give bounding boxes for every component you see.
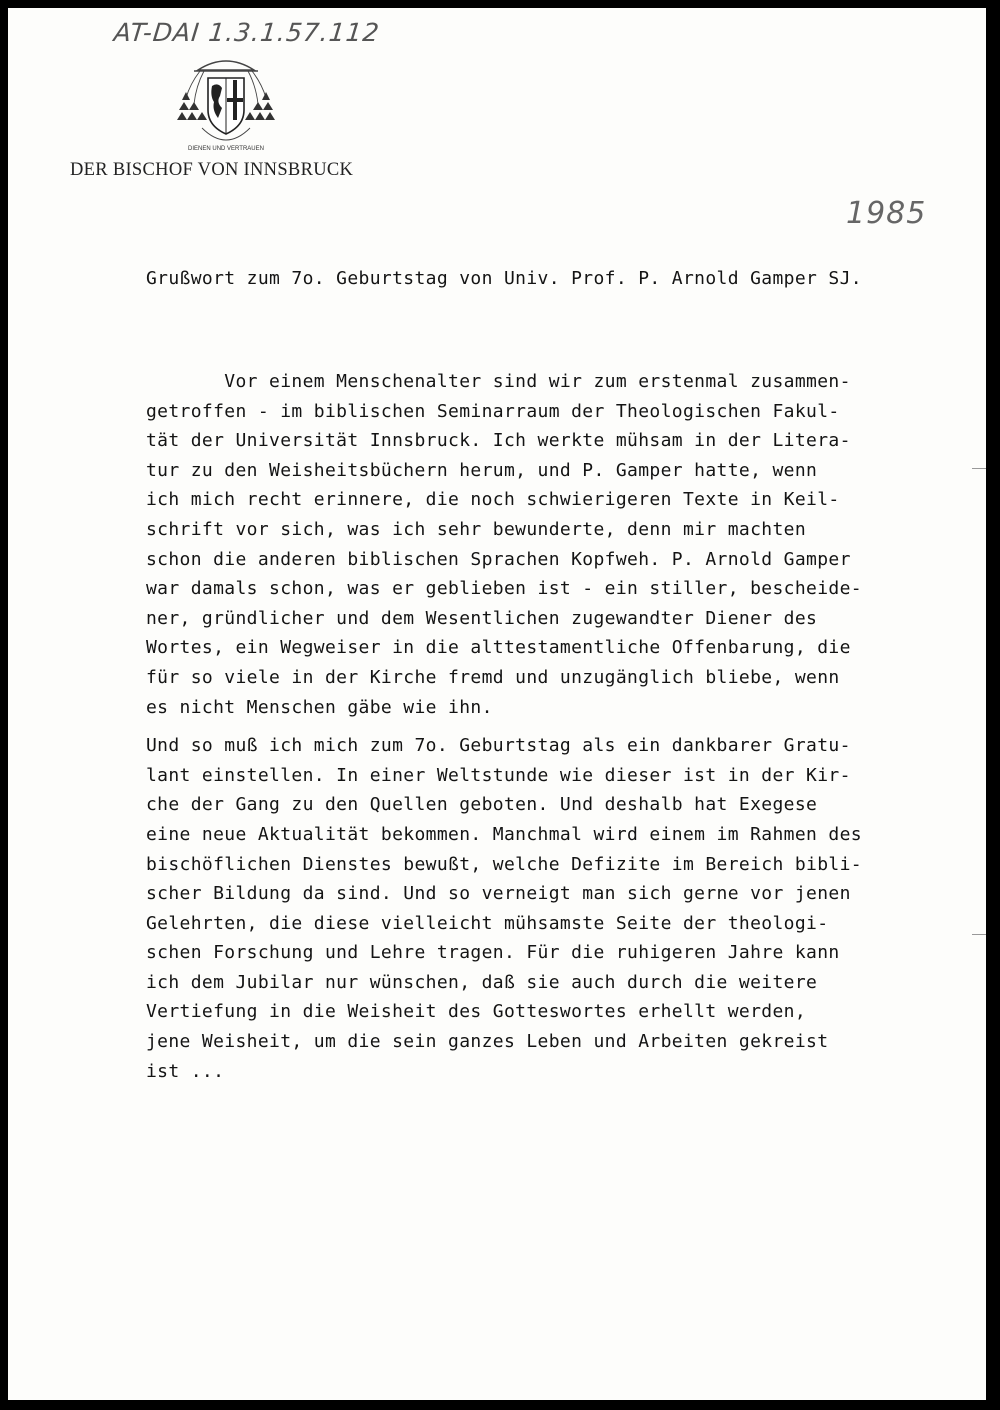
- text-line: Und so muß ich mich zum 7o. Geburtstag als ein dankbarer Gratu-: [146, 735, 851, 757]
- archive-reference-handwritten: AT-DAI 1.3.1.57.112: [112, 18, 382, 47]
- text-line: war damals schon, was er geblieben ist - ein stiller, bescheide-: [146, 578, 862, 600]
- text-line: eine neue Aktualität bekommen. Manchmal wird einem im Rahmen des: [146, 823, 862, 845]
- text-line: es nicht Menschen gäbe wie ihn.: [146, 696, 493, 718]
- text-line: Vertiefung in die Weisheit des Gotteswortes erhellt werden,: [146, 1001, 807, 1023]
- text-line: für so viele in der Kirche fremd und unzugänglich bliebe, wenn: [146, 666, 840, 688]
- paragraph-1: [146, 367, 926, 722]
- text-line: scher Bildung da sind. Und so verneigt man sich gerne vor jenen: [146, 883, 851, 905]
- text-line: Vor einem Menschenalter sind wir zum erstenmal zusammen-: [146, 371, 851, 392]
- text-line: ich dem Jubilar nur wünschen, daß sie auch durch die weitere: [146, 971, 818, 993]
- letter-body: [146, 367, 926, 1086]
- paragraph-2: [146, 731, 926, 1086]
- text-line: tät der Universität Innsbruck. Ich werkte mühsam in der Litera-: [146, 430, 851, 452]
- text-line: che der Gang zu den Quellen geboten. Und deshalb hat Exegese: [146, 794, 818, 816]
- text-line: jene Weisheit, um die sein ganzes Leben und Arbeiten gekreist: [146, 1031, 829, 1053]
- text-line: schrift vor sich, was ich sehr bewunderte, denn mir machten: [146, 518, 807, 540]
- text-line: schon die anderen biblischen Sprachen Kopfweh. P. Arnold Gamper: [146, 548, 851, 570]
- text-line: Gelehrten, die diese vielleicht mühsamste Seite der theologi-: [146, 912, 829, 934]
- crest-motto: DIENEN UND VERTRAUEN: [188, 146, 264, 152]
- fold-mark: [972, 468, 986, 469]
- document-subject: Grußwort zum 7o. Geburtstag von Univ. Prof. P. Arnold Gamper SJ.: [146, 268, 862, 289]
- text-line: getroffen - im biblischen Seminarraum der Theologischen Fakul-: [146, 400, 840, 422]
- fold-mark: [972, 934, 986, 935]
- text-line: bischöflichen Dienstes bewußt, welche Defizite im Bereich bibli-: [146, 853, 862, 875]
- text-line: ist ...: [146, 1060, 225, 1082]
- text-line: schen Forschung und Lehre tragen. Für die ruhigeren Jahre kann: [146, 942, 840, 964]
- text-line: ner, gründlicher und dem Wesentlichen zugewandter Diener des: [146, 607, 818, 629]
- episcopal-coat-of-arms-icon: [176, 50, 276, 162]
- document-page: [8, 8, 986, 1400]
- text-line: tur zu den Weisheitsbüchern herum, und P. Gamper hatte, wenn: [146, 459, 818, 481]
- text-line: ich mich recht erinnere, die noch schwierigeren Texte in Keil-: [146, 489, 840, 511]
- text-line: Wortes, ein Wegweiser in die alttestamentliche Offenbarung, die: [146, 637, 851, 659]
- year-note-handwritten: 1985: [846, 196, 927, 231]
- letterhead: DER BISCHOF VON INNSBRUCK: [70, 160, 354, 180]
- text-line: lant einstellen. In einer Weltstunde wie dieser ist in der Kir-: [146, 764, 851, 786]
